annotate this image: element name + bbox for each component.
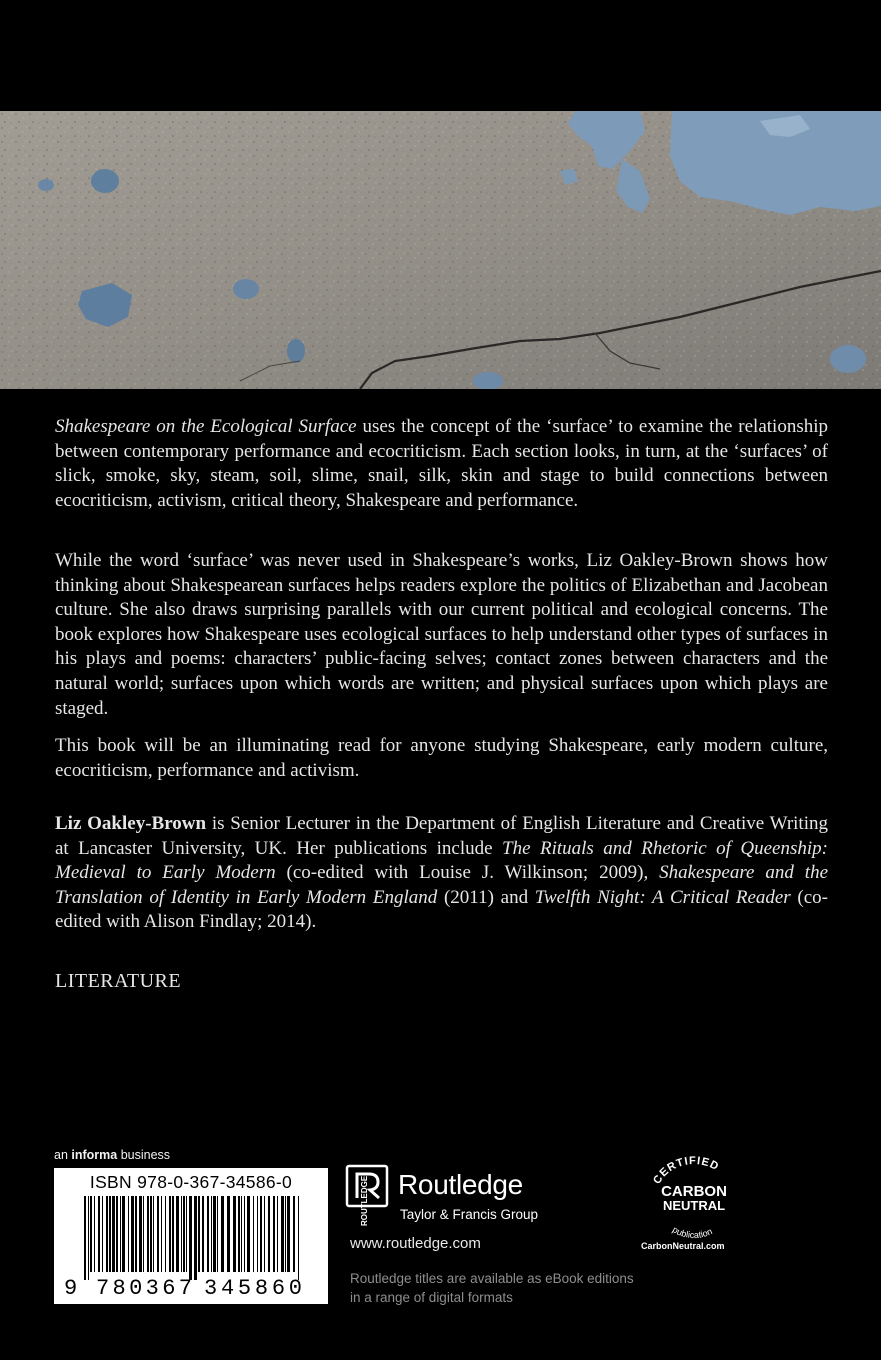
isbn-label: ISBN 978-0-367-34586-0 — [89, 1172, 293, 1192]
book-title-inline: Shakespeare and the Translation of Identity in Early Modern England — [55, 862, 828, 908]
plaster-texture-image — [0, 111, 881, 389]
isbn-barcode — [54, 1168, 328, 1304]
barcode-bar — [102, 1196, 103, 1272]
barcode-bar — [128, 1196, 129, 1272]
blurb-text: uses the concept of the ‘surface’ to examine the relationship between contemporary performance and ecocriticism. Each section looks, in turn, at the ‘surfaces’ of slick, smoke, sky, steam, soil, slime, snail, silk, skin and stage to build connections between ecocriticism, activism, critical theory, Shakespeare and performance. — [55, 416, 829, 511]
blurb-paragraph-3 — [55, 734, 828, 783]
informa-brand: informa — [71, 1148, 118, 1162]
barcode-bar — [181, 1196, 182, 1272]
barcode-digits-left: 780367 — [96, 1276, 192, 1301]
barcode-bar — [150, 1196, 152, 1272]
carbon-neutral-url: CarbonNeutral.com — [641, 1241, 725, 1251]
paint-spot — [91, 169, 119, 193]
publication-text: publication — [670, 1224, 714, 1241]
barcode-bar — [98, 1196, 100, 1272]
ebook-availability-note — [350, 1269, 690, 1307]
barcode-digit-lead: 9 — [64, 1276, 78, 1301]
barcode-bar — [116, 1196, 118, 1272]
barcode-bar — [244, 1196, 245, 1272]
author-bio — [55, 812, 828, 935]
barcode-bar — [135, 1196, 137, 1272]
barcode-bar — [264, 1196, 265, 1272]
barcode-bar — [139, 1196, 142, 1272]
ebook-note-line: in a range of digital formats — [350, 1290, 513, 1305]
barcode-bar — [112, 1196, 115, 1272]
publisher-name: Routledge — [398, 1169, 523, 1200]
barcode-bar — [260, 1196, 262, 1272]
paint-spot — [830, 345, 866, 373]
book-title-inline: Shakespeare on the Ecological Surface — [55, 416, 357, 437]
barcode-bar — [161, 1196, 162, 1272]
bio-text: (2011) and — [437, 886, 535, 908]
routledge-logo-icon — [345, 1164, 393, 1228]
book-title-inline: Twelfth Night: A Critical Reader — [534, 886, 791, 908]
svg-text:publication — [671, 1224, 714, 1240]
publisher-group: Taylor & Francis Group — [400, 1207, 539, 1222]
barcode-bar — [106, 1196, 108, 1272]
barcode-bar — [194, 1196, 197, 1280]
publisher-url: www.routledge.com — [350, 1235, 481, 1252]
barcode-bar — [165, 1196, 166, 1272]
paint-spot — [233, 279, 259, 299]
paint-spot — [38, 179, 54, 191]
barcode-bar — [172, 1196, 174, 1272]
barcode-bar — [298, 1196, 299, 1280]
barcode-bar — [169, 1196, 171, 1272]
barcode-bar — [247, 1196, 250, 1272]
blurb-text: While the word ‘surface’ was never used in Shakespeare’s works, Liz Oakley-Brown shows how thinking about Shakespearean surfaces helps readers explore the politics of Elizabethan and Jacobean culture. She also draws surprising parallels with our current political and ecological concerns. The book explores how Shakespeare uses ecological surfaces to help understand other types of surfaces in his plays and poems: characters’ public-facing selves; contact zones between characters and the natural world; surfaces upon which words are written; and physical surfaces upon which plays are staged. — [55, 550, 828, 719]
barcode-bar — [257, 1196, 258, 1272]
author-name: Liz Oakley-Brown — [55, 813, 207, 834]
barcode-bar — [268, 1196, 270, 1272]
barcode-bar — [122, 1196, 125, 1272]
barcode-bar — [183, 1196, 185, 1272]
subject-category: LITERATURE — [55, 970, 182, 992]
barcode-bar — [186, 1196, 187, 1272]
barcode-bar — [94, 1196, 95, 1272]
barcode-bar — [217, 1196, 218, 1272]
barcode-bar — [176, 1196, 179, 1272]
barcode-bar — [281, 1196, 284, 1272]
barcode-bar — [88, 1196, 89, 1280]
paint-spot — [287, 339, 305, 363]
bio-text: (co-edited with Alison Findlay; 2014). — [55, 886, 829, 933]
bio-text: (co-edited with Louise J. Wilkinson; 2009), — [275, 862, 660, 884]
barcode-bar — [143, 1196, 144, 1272]
barcode-bar — [189, 1196, 192, 1280]
barcode-bar — [277, 1196, 278, 1272]
barcode-bar — [241, 1196, 242, 1272]
barcode-bar — [153, 1196, 154, 1272]
carbon-certified-text: CERTIFIED — [651, 1154, 722, 1187]
blurb-paragraph-2 — [55, 549, 828, 721]
neutral-text: NEUTRAL — [662, 1198, 726, 1213]
barcode-bar — [84, 1196, 86, 1280]
barcode-bar — [207, 1196, 209, 1272]
blurb-paragraph-1 — [55, 415, 828, 513]
informa-tagline: an informa business — [54, 1148, 171, 1162]
barcode-bar — [213, 1196, 216, 1272]
barcode-bar — [221, 1196, 224, 1272]
routledge-vertical-text: ROUTLEDGE — [360, 1175, 369, 1226]
barcode-bar — [202, 1196, 204, 1272]
barcode-bar — [273, 1196, 275, 1272]
barcode-bar — [198, 1196, 200, 1272]
bio-text: is Senior Lecturer in the Department of English Literature and Creative Writing at Lancaster University, UK. Her publications include — [55, 813, 828, 859]
barcode-digits-right: 345860 — [204, 1276, 302, 1301]
ebook-note-line: Routledge titles are available as eBook editions — [350, 1271, 634, 1286]
barcode-bar — [293, 1196, 295, 1272]
barcode-bar — [227, 1196, 230, 1272]
barcode-bar — [109, 1196, 111, 1272]
carbon-text: CARBON — [661, 1183, 727, 1200]
barcode-bar — [211, 1196, 212, 1272]
barcode-bar — [131, 1196, 134, 1272]
barcode-bar — [253, 1196, 254, 1272]
cover-photo — [0, 111, 881, 389]
carbon-neutral-seal-icon — [628, 1150, 758, 1242]
barcode-bar — [120, 1196, 121, 1272]
barcode-bar — [147, 1196, 149, 1272]
barcode-bar — [233, 1196, 236, 1272]
svg-text:CERTIFIED — [651, 1155, 721, 1186]
book-title-inline: The Rituals and Rhetoric of Queenship: Medieval to Early Modern — [55, 837, 828, 884]
barcode-bar — [238, 1196, 240, 1272]
barcode-bar — [157, 1196, 159, 1272]
barcode-bar — [287, 1196, 290, 1272]
barcode-bar — [285, 1196, 286, 1272]
barcode-bar — [90, 1196, 92, 1272]
blurb-text: This book will be an illuminating read for anyone studying Shakespeare, early modern culture, ecocriticism, performance and activism. — [55, 735, 828, 781]
